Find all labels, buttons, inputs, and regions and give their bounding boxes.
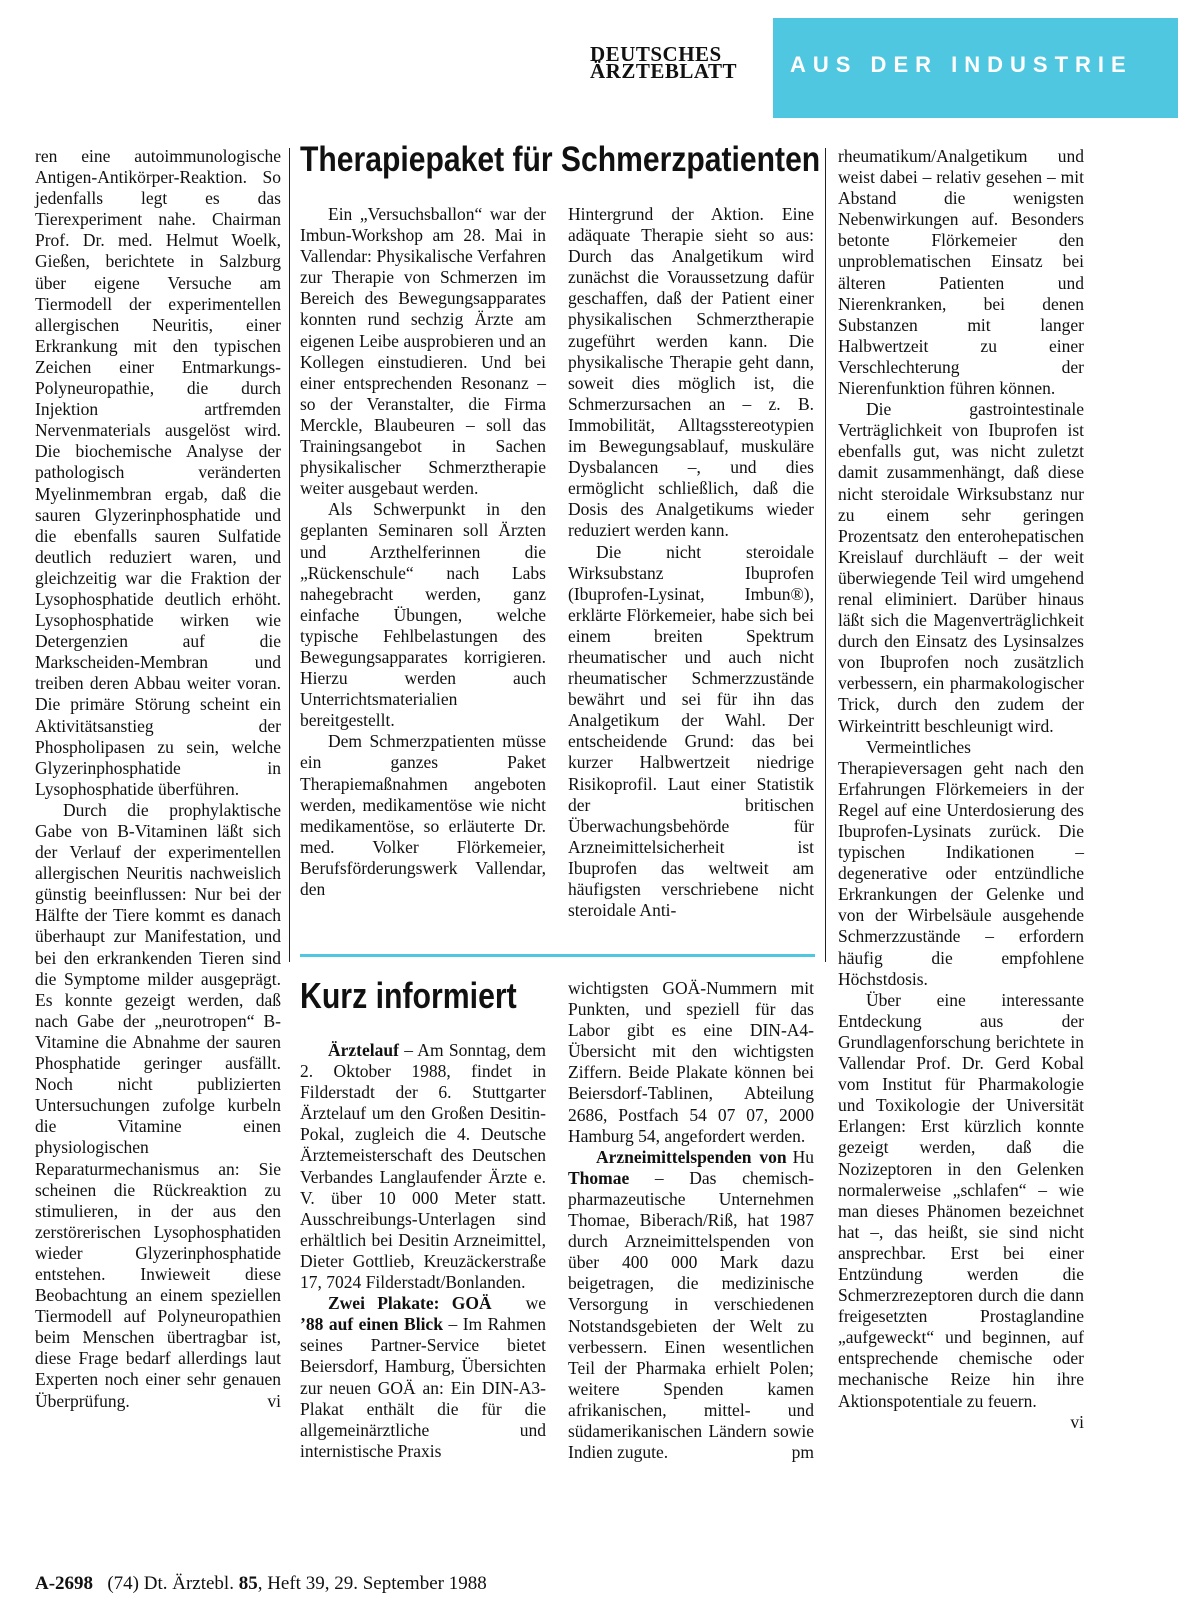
journal-brand [590, 42, 758, 83]
author-signature: Hu [792, 1146, 814, 1167]
news-headline: Kurz informiert [300, 975, 517, 1016]
article-paragraph-4: Hintergrund der Aktion. Eine adäquate Therapie sieht so aus: Durch das Analgetikum wird zunächst die Voraussetzung dafür geschaffen, daß der Patient einer physikalischen Schmerztherapie zugeführt werden kann. Die physikalische Therapie geht dann, soweit dies möglich ist, die Schmerzursachen an – z. B. Immobilität, Alltagsstereotypien im Bewegungsablauf, muskuläre Dysbalancen –, und dies ermöglicht schließlich, daß die Dosis des Analgetikums wieder reduziert werden kann. [568, 204, 814, 541]
news-item-3-head: Arzneimittelspenden von Thomae [568, 1146, 787, 1188]
news-item-2-body: – Im Rahmen seines Partner-Service bietet Beiersdorf, Hamburg, Übersichten zur neuen GOÄ an: Ein DIN-A3-Plakat enthält die für die allgemeinärztliche und internistische Praxis [300, 1314, 546, 1461]
author-signature: vi [267, 1390, 281, 1411]
author-signature: pm [791, 1442, 814, 1463]
article-paragraph-5: Die nicht steroidale Wirksubstanz Ibuprofen (Ibuprofen-Lysinat, Imbun®), erklärte Flörkemeier, habe sich bei einem breiten Spektrum rheumatischer und auch nicht rheumatischer Schmerzzustände bewährt und sei für ihn das Analgetikum der Wahl. Der entscheidende Grund: das bei kurzer Halbwertzeit niedrige Risikoprofil. Laut einer Statistik der britischen Überwachungsbehörde für Arzneimittelsicherheit ist Ibuprofen das weltweit am häufigsten verschriebene nicht steroidale Anti- [568, 541, 814, 921]
col1-paragraph-1: ren eine autoimmunologische Antigen-Antikörper-Reaktion. So jedenfalls legt es das Tierexperiment nahe. Chairman Prof. Dr. med. Helmut Woelk, Gießen, berichtete in Salzburg über eigene Versuche am Tiermodell der experimentellen allergischen Neuritis, einer Erkrankung mit den typischen Zeichen einer Entmarkungs-Polyneuropathie, die durch Injektion artfremden Nervenmaterials ausgelöst wird. Die biochemische Analyse der pathologisch veränderten Myelinmembran ergab, daß die sauren Glyzerinphosphatide und die ebenfalls sauren Sulfatide deutlich reduziert waren, und gleichzeitig war die Fraktion der Lysophosphatide deutlich erhöht. Lysophosphatide wirken wie Detergenzien auf die Markscheiden-Membran und treiben deren Abbau weiter voran. Die primäre Störung scheint ein Aktivitätsanstieg der Phospholipasen zu sein, welche Glyzerinphosphatide in Lysophosphatide überführen. [35, 146, 281, 799]
article-paragraph-3: Dem Schmerzpatienten müsse ein ganzes Paket Therapiemaßnahmen angeboten werden, medikamentöse wie nicht medikamentöse, so erläuterte Dr. med. Volker Flörkemeier, Berufsförderungswerk Vallendar, den [300, 731, 546, 899]
news-item-2-head: Zwei Plakate: GOÄ ’88 auf einen Blick [300, 1293, 492, 1335]
col1-paragraph-2 [35, 800, 281, 1412]
col4-paragraph-4-text: Über eine interessante Entdeckung aus der Grundlagenforschung berichtete in Vallendar Prof. Dr. Gerd Kobal vom Institut für Pharmakologie und Toxikologie der Universität Erlangen: Erst kürzlich konnte gezeigt werden, daß die Nozizeptoren in den Gelenken normalerweise „schlafen“ – wie man dieses Phänomen bezeichnet hat –, das heißt, sie sind nicht ansprechbar. Erst bei einer Entzündung werden die Schmerzrezeptoren durch die dann freigesetzten Prostaglandine „aufgeweckt“ und beginnen, auf entsprechende chemische oder mechanische Reize hin ihre Aktionspotentiale zu feuern. [838, 989, 1084, 1411]
author-signature: we [525, 1293, 546, 1314]
news-column-b [568, 978, 814, 1463]
page-code: A-2698 [35, 1573, 94, 1594]
news-item-3-body: – Das chemisch-pharmazeutische Unternehmen Thomae, Biberach/Riß, hat 1987 durch Arzneimittelspenden von über 400 000 Mark dazu beigetragen, die medizinische Versorgung in verschiedenen Notstandsgebieten der Welt zu verbessern. Einen wesentlichen Teil der Pharmaka erhielt Polen; weitere Spenden kamen afrikanischen, mittel- und südamerikanischen Ländern sowie Indien zugute. [568, 1167, 814, 1463]
author-signature: vi [1070, 1411, 1084, 1432]
news-item-2-continued-body: wichtigsten GOÄ-Nummern mit Punkten, und speziell für das Labor gibt es eine DIN-A4-Übersicht mit den wichtigsten Ziffern. Beide Plakate können bei Beiersdorf-Tablinen, Abteilung 2686, Postfach 54 07 07, 2000 Hamburg 54, angefordert werden. [568, 978, 814, 1146]
news-column-a [300, 1040, 546, 1462]
col4-paragraph-3: Vermeintliches Therapieversagen geht nach den Erfahrungen Flörkemeiers in der Regel auf eine Unterdosierung des Ibuprofen-Lysinats zurück. Die typischen Indikationen – degenerative oder entzündliche Erkrankungen der Gelenke und von der Wirbelsäule ausgehende Schmerzzustände – erfordern häufig die empfohlene Höchstdosis. [838, 736, 1084, 989]
col4-paragraph-4 [838, 989, 1084, 1432]
article-column-a [300, 204, 546, 900]
brand-line-2: ÄRZTEBLATT [590, 59, 737, 83]
citation-prefix: (74) Dt. Ärztebl. [107, 1573, 234, 1594]
news-item-1-head: Ärztelauf [328, 1040, 399, 1060]
column-1 [35, 146, 281, 1412]
news-item-3 [568, 1147, 814, 1463]
section-divider-rule [300, 954, 815, 957]
column-4 [838, 146, 1084, 1433]
col1-paragraph-2-text: Durch die prophylaktische Gabe von B-Vitaminen läßt sich der Verlauf der experimentellen allergischen Neuritis nachweislich günstig beeinflussen: Nur bei der Hälfte der Tiere kommt es danach überhaupt zur Manifestation, und bei den erkrankenden Tieren sind die Symptome milder ausgeprägt. Es konnte gezeigt werden, daß nach Gabe der „neurotropen“ B-Vitamine die Abnahme der sauren Phosphatide geringer ausfällt. Noch nicht publizierten Untersuchungen zufolge kurbeln die Vitamine einen physiologischen Reparaturmechanismus an: Sie scheinen die Rückreaktion zu stimulieren, in der aus den zerstörerischen Lysophosphatiden wieder Glyzerinphosphatide entstehen. Inwieweit diese Beobachtung an einem speziellen Tiermodell auf Polyneuropathien beim Menschen übertragbar ist, diese Frage bedarf allerdings laut Experten noch einer sehr genauen Überprüfung. [35, 799, 281, 1411]
page-footer [35, 1573, 487, 1595]
news-item-1-body: – Am Sonntag, dem 2. Oktober 1988, findet in Filderstadt der 6. Stuttgarter Ärztelauf um den Großen Desitin-Pokal, zugleich die 4. Deutsche Ärztemeisterschaft des Deutschen Verbandes Langlaufender Ärzte e. V. über 10 000 Meter statt. Ausschreibungs-Unterlagen sind erhältlich bei Desitin Arzneimittel, Dieter Gottlieb, Kreuzäckerstraße 17, 7024 Filderstadt/Bonlanden. [300, 1040, 546, 1293]
col4-paragraph-1: rheumatikum/Analgetikum und weist dabei – relativ gesehen – mit Abstand die wenigsten Nebenwirkungen auf. Besonders betonte Flörkemeier den unproblematischen Einsatz bei älteren Patienten und Nierenkranken, bei denen Substanzen mit langer Halbwertzeit zu einer Verschlechterung der Nierenfunktion führen können. [838, 146, 1084, 399]
brand-line-1: DEUTSCHES [590, 42, 722, 66]
article-headline: Therapiepaket für Schmerzpatienten [300, 140, 821, 179]
column-divider-left [289, 148, 290, 962]
citation-suffix: , Heft 39, 29. September 1988 [257, 1573, 487, 1594]
news-item-2 [300, 1293, 546, 1462]
section-label: AUS DER INDUSTRIE [790, 52, 1133, 77]
article-paragraph-1: Ein „Versuchsballon“ war der Imbun-Workshop am 28. Mai in Vallendar: Physikalische Verfahren zur Therapie von Schmerzen im Bereich des Bewegungsapparates konnten rund sechzig Ärzte am eigenen Leibe ausprobieren und an Kollegen einstudieren. Und bei einer entsprechenden Resonanz – so der Veranstalter, die Firma Merckle, Blaubeuren – soll das Trainingsangebot in Sachen physikalischer Schmerztherapie weiter ausgebaut werden. [300, 204, 546, 499]
column-divider-right [825, 148, 826, 962]
volume-number: 85 [238, 1573, 258, 1594]
col4-paragraph-2: Die gastrointestinale Verträglichkeit von Ibuprofen ist ebenfalls gut, was nicht zuletzt damit zusammenhängt, daß diese nicht steroidale Wirksubstanz nur zu einem sehr geringen Prozentsatz den enterohepatischen Kreislauf durchläuft – der weit überwiegende Teil wird umgehend renal eliminiert. Darüber hinaus läßt sich die Magenverträglichkeit durch den Einsatz des Lysinsalzes von Ibuprofen noch zusätzlich verbessern, ein pharmakologischer Trick, durch den zudem der Wirkeintritt beschleunigt wird. [838, 399, 1084, 736]
article-column-b [568, 204, 814, 921]
article-paragraph-2: Als Schwerpunkt in den geplanten Seminaren soll Ärzten und Arzthelferinnen die „Rückenschule“ nach Labs nahegebracht werden, ganz einfache Übungen, welche typische Fehlbelastungen des Bewegungsapparates korrigieren. Hierzu werden auch Unterrichtsmaterialien bereitgestellt. [300, 499, 546, 731]
